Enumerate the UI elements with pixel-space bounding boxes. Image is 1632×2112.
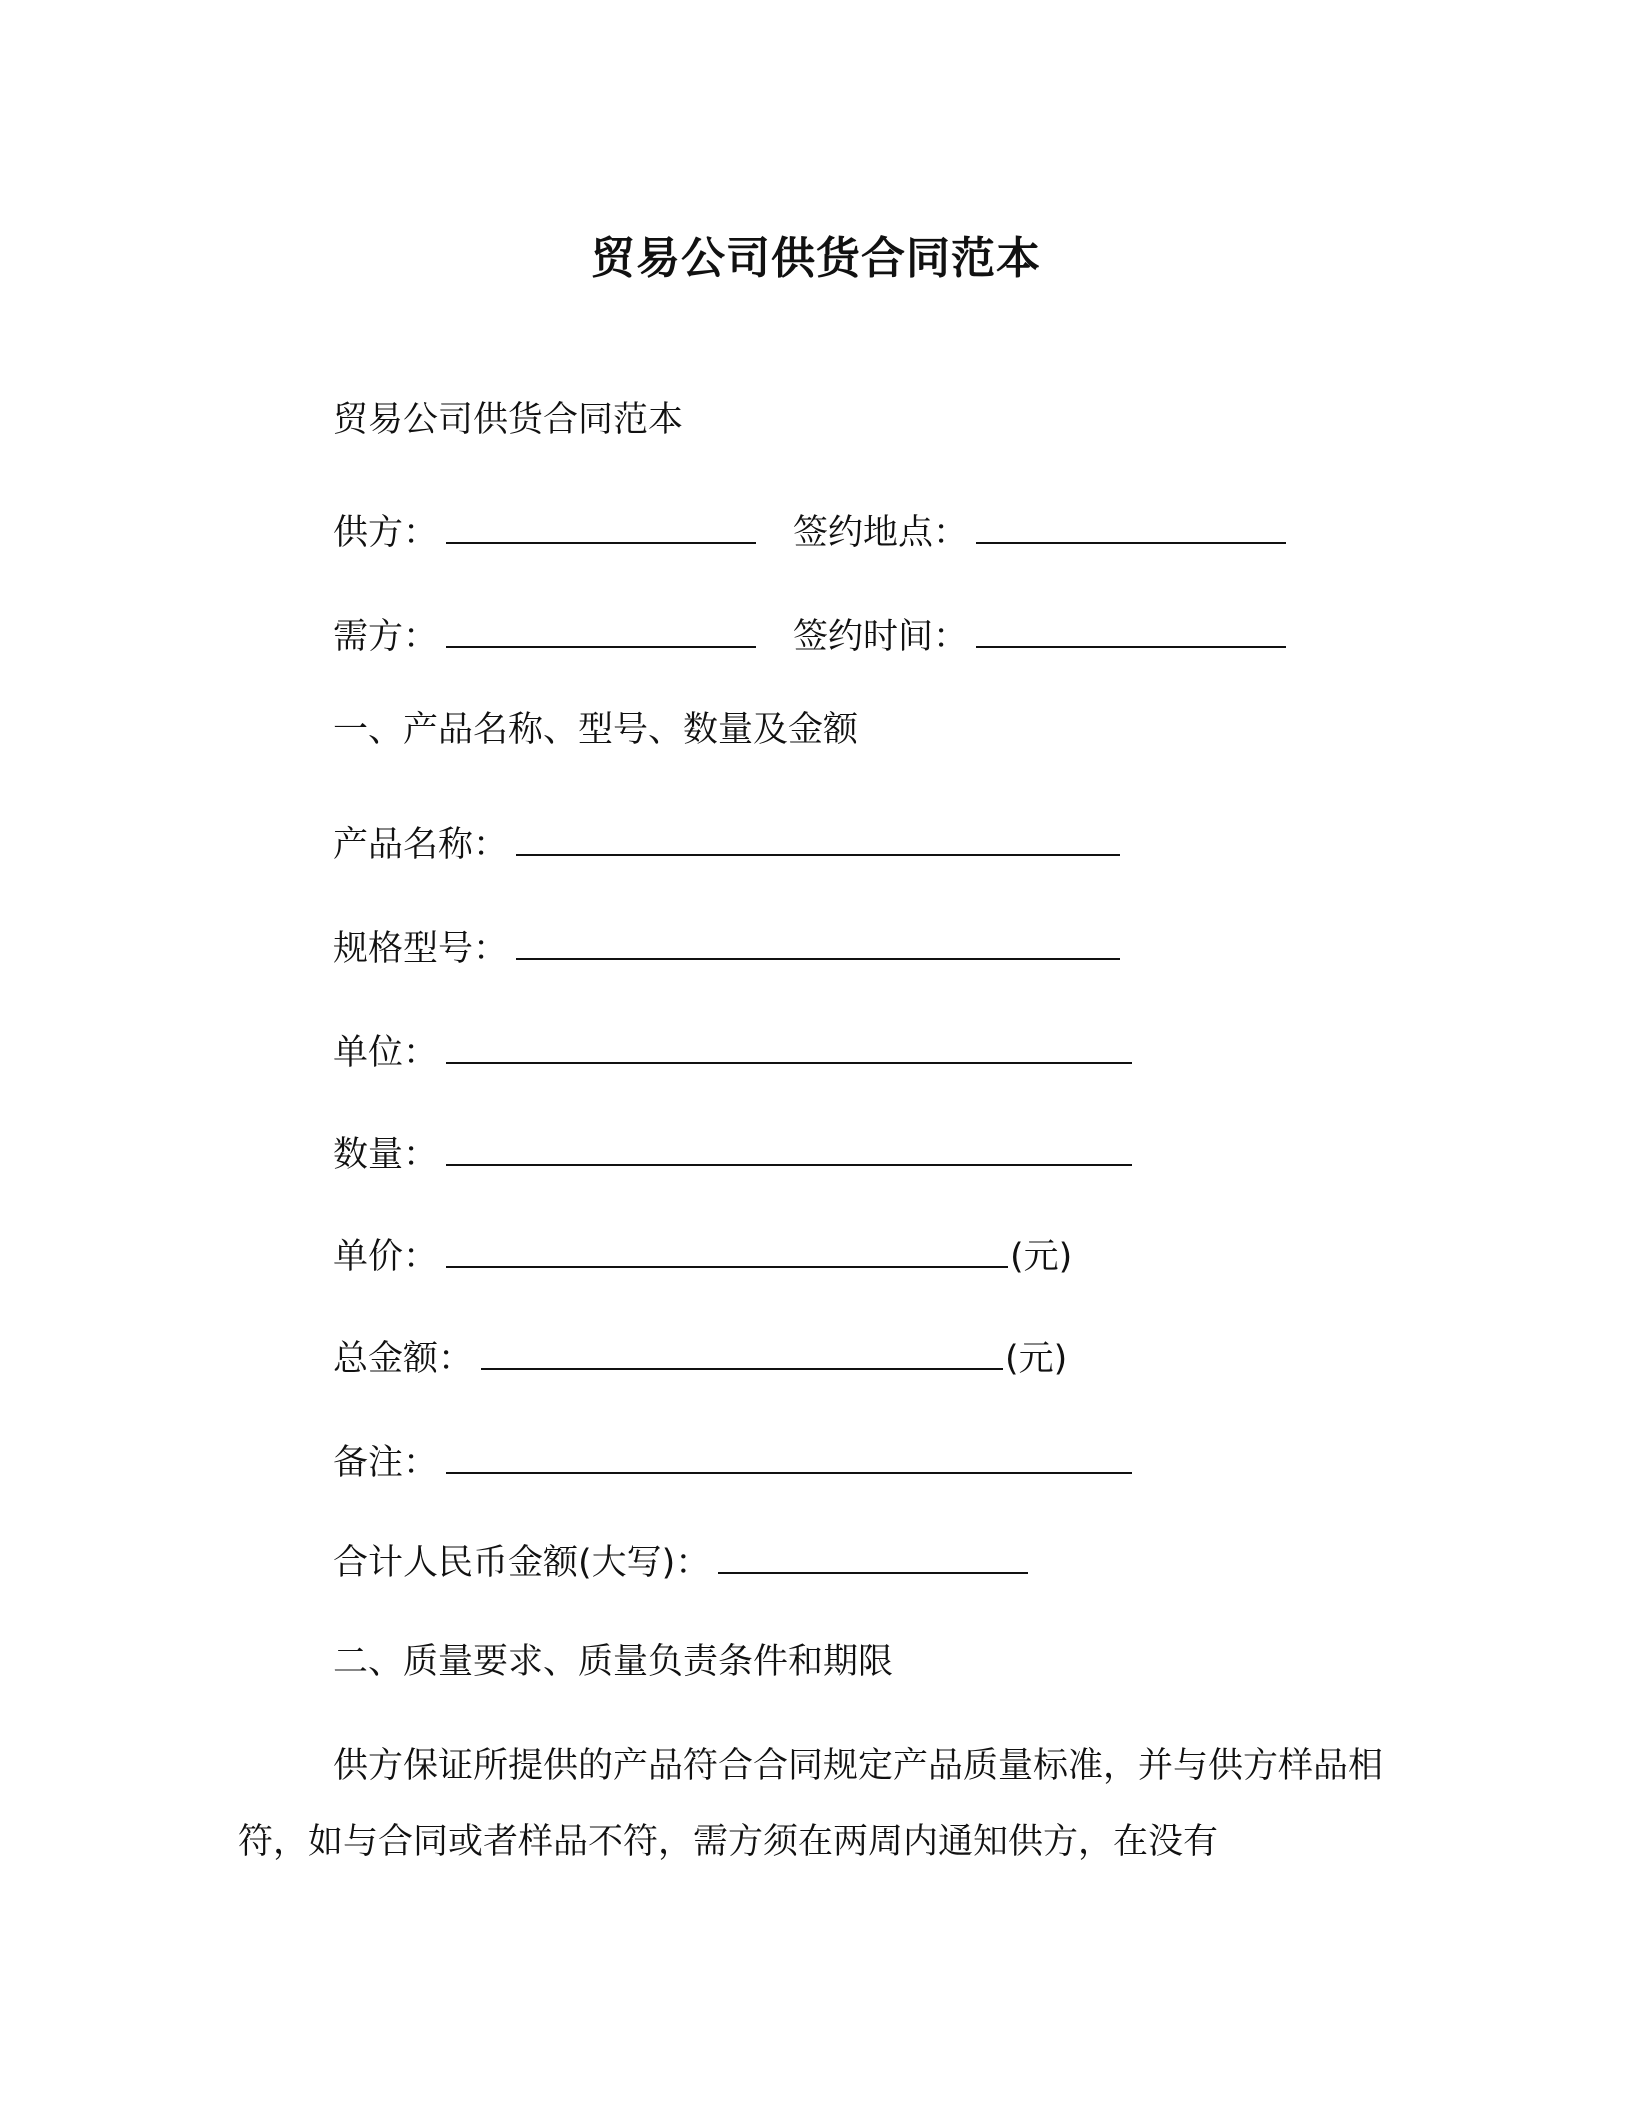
remarks-blank[interactable] <box>446 1434 1132 1474</box>
rmb-total-blank[interactable] <box>718 1534 1028 1574</box>
supplier-blank[interactable] <box>446 504 756 544</box>
spec-model-blank[interactable] <box>516 920 1120 960</box>
sign-time-label: 签约时间： <box>793 617 969 657</box>
supplier-row <box>333 504 969 557</box>
remarks-label: 备注： <box>333 1443 439 1483</box>
spec-model-row <box>333 920 1120 973</box>
buyer-row <box>333 608 969 661</box>
quantity-blank[interactable] <box>446 1126 1132 1166</box>
rmb-total-row <box>333 1534 1028 1587</box>
total-amount-row <box>333 1330 1067 1383</box>
unit-price-label: 单价： <box>333 1237 439 1277</box>
quantity-label: 数量： <box>333 1135 439 1175</box>
sign-time-blank[interactable] <box>976 608 1286 648</box>
document-subtitle: 贸易公司供货合同范本 <box>333 400 684 440</box>
document-title: 贸易公司供货合同范本 <box>591 233 1041 284</box>
sign-place-blank[interactable] <box>976 504 1286 544</box>
sign-time-group <box>793 608 1286 661</box>
quantity-row <box>333 1126 1132 1179</box>
sign-place-group <box>793 504 1286 557</box>
spec-model-label: 规格型号： <box>333 929 509 969</box>
product-name-row <box>333 816 1120 869</box>
rmb-total-label: 合计人民币金额(大写)： <box>333 1543 711 1583</box>
unit-price-suffix: (元) <box>1010 1237 1073 1277</box>
unit-row <box>333 1024 1132 1077</box>
section2-heading: 二、质量要求、质量负责条件和期限 <box>333 1642 894 1682</box>
product-name-blank[interactable] <box>516 816 1120 856</box>
total-amount-label: 总金额： <box>333 1339 474 1379</box>
unit-blank[interactable] <box>446 1024 1132 1064</box>
product-name-label: 产品名称： <box>333 825 509 865</box>
total-amount-blank[interactable] <box>481 1330 1003 1370</box>
section1-heading: 一、产品名称、型号、数量及金额 <box>333 710 859 750</box>
total-amount-suffix: (元) <box>1005 1339 1068 1379</box>
section2-paragraph: 供方保证所提供的产品符合合同规定产品质量标准，并与供方样品相符，如与合同或者样品不符，需方须在两周内通知供方，在没有 <box>238 1746 1384 1862</box>
buyer-blank[interactable] <box>446 608 756 648</box>
sign-place-label: 签约地点： <box>793 513 969 553</box>
unit-label: 单位： <box>333 1033 439 1073</box>
unit-price-row <box>333 1228 1072 1281</box>
remarks-row <box>333 1434 1132 1487</box>
supplier-label: 供方： <box>333 513 439 553</box>
buyer-label: 需方： <box>333 617 439 657</box>
unit-price-blank[interactable] <box>446 1228 1008 1268</box>
